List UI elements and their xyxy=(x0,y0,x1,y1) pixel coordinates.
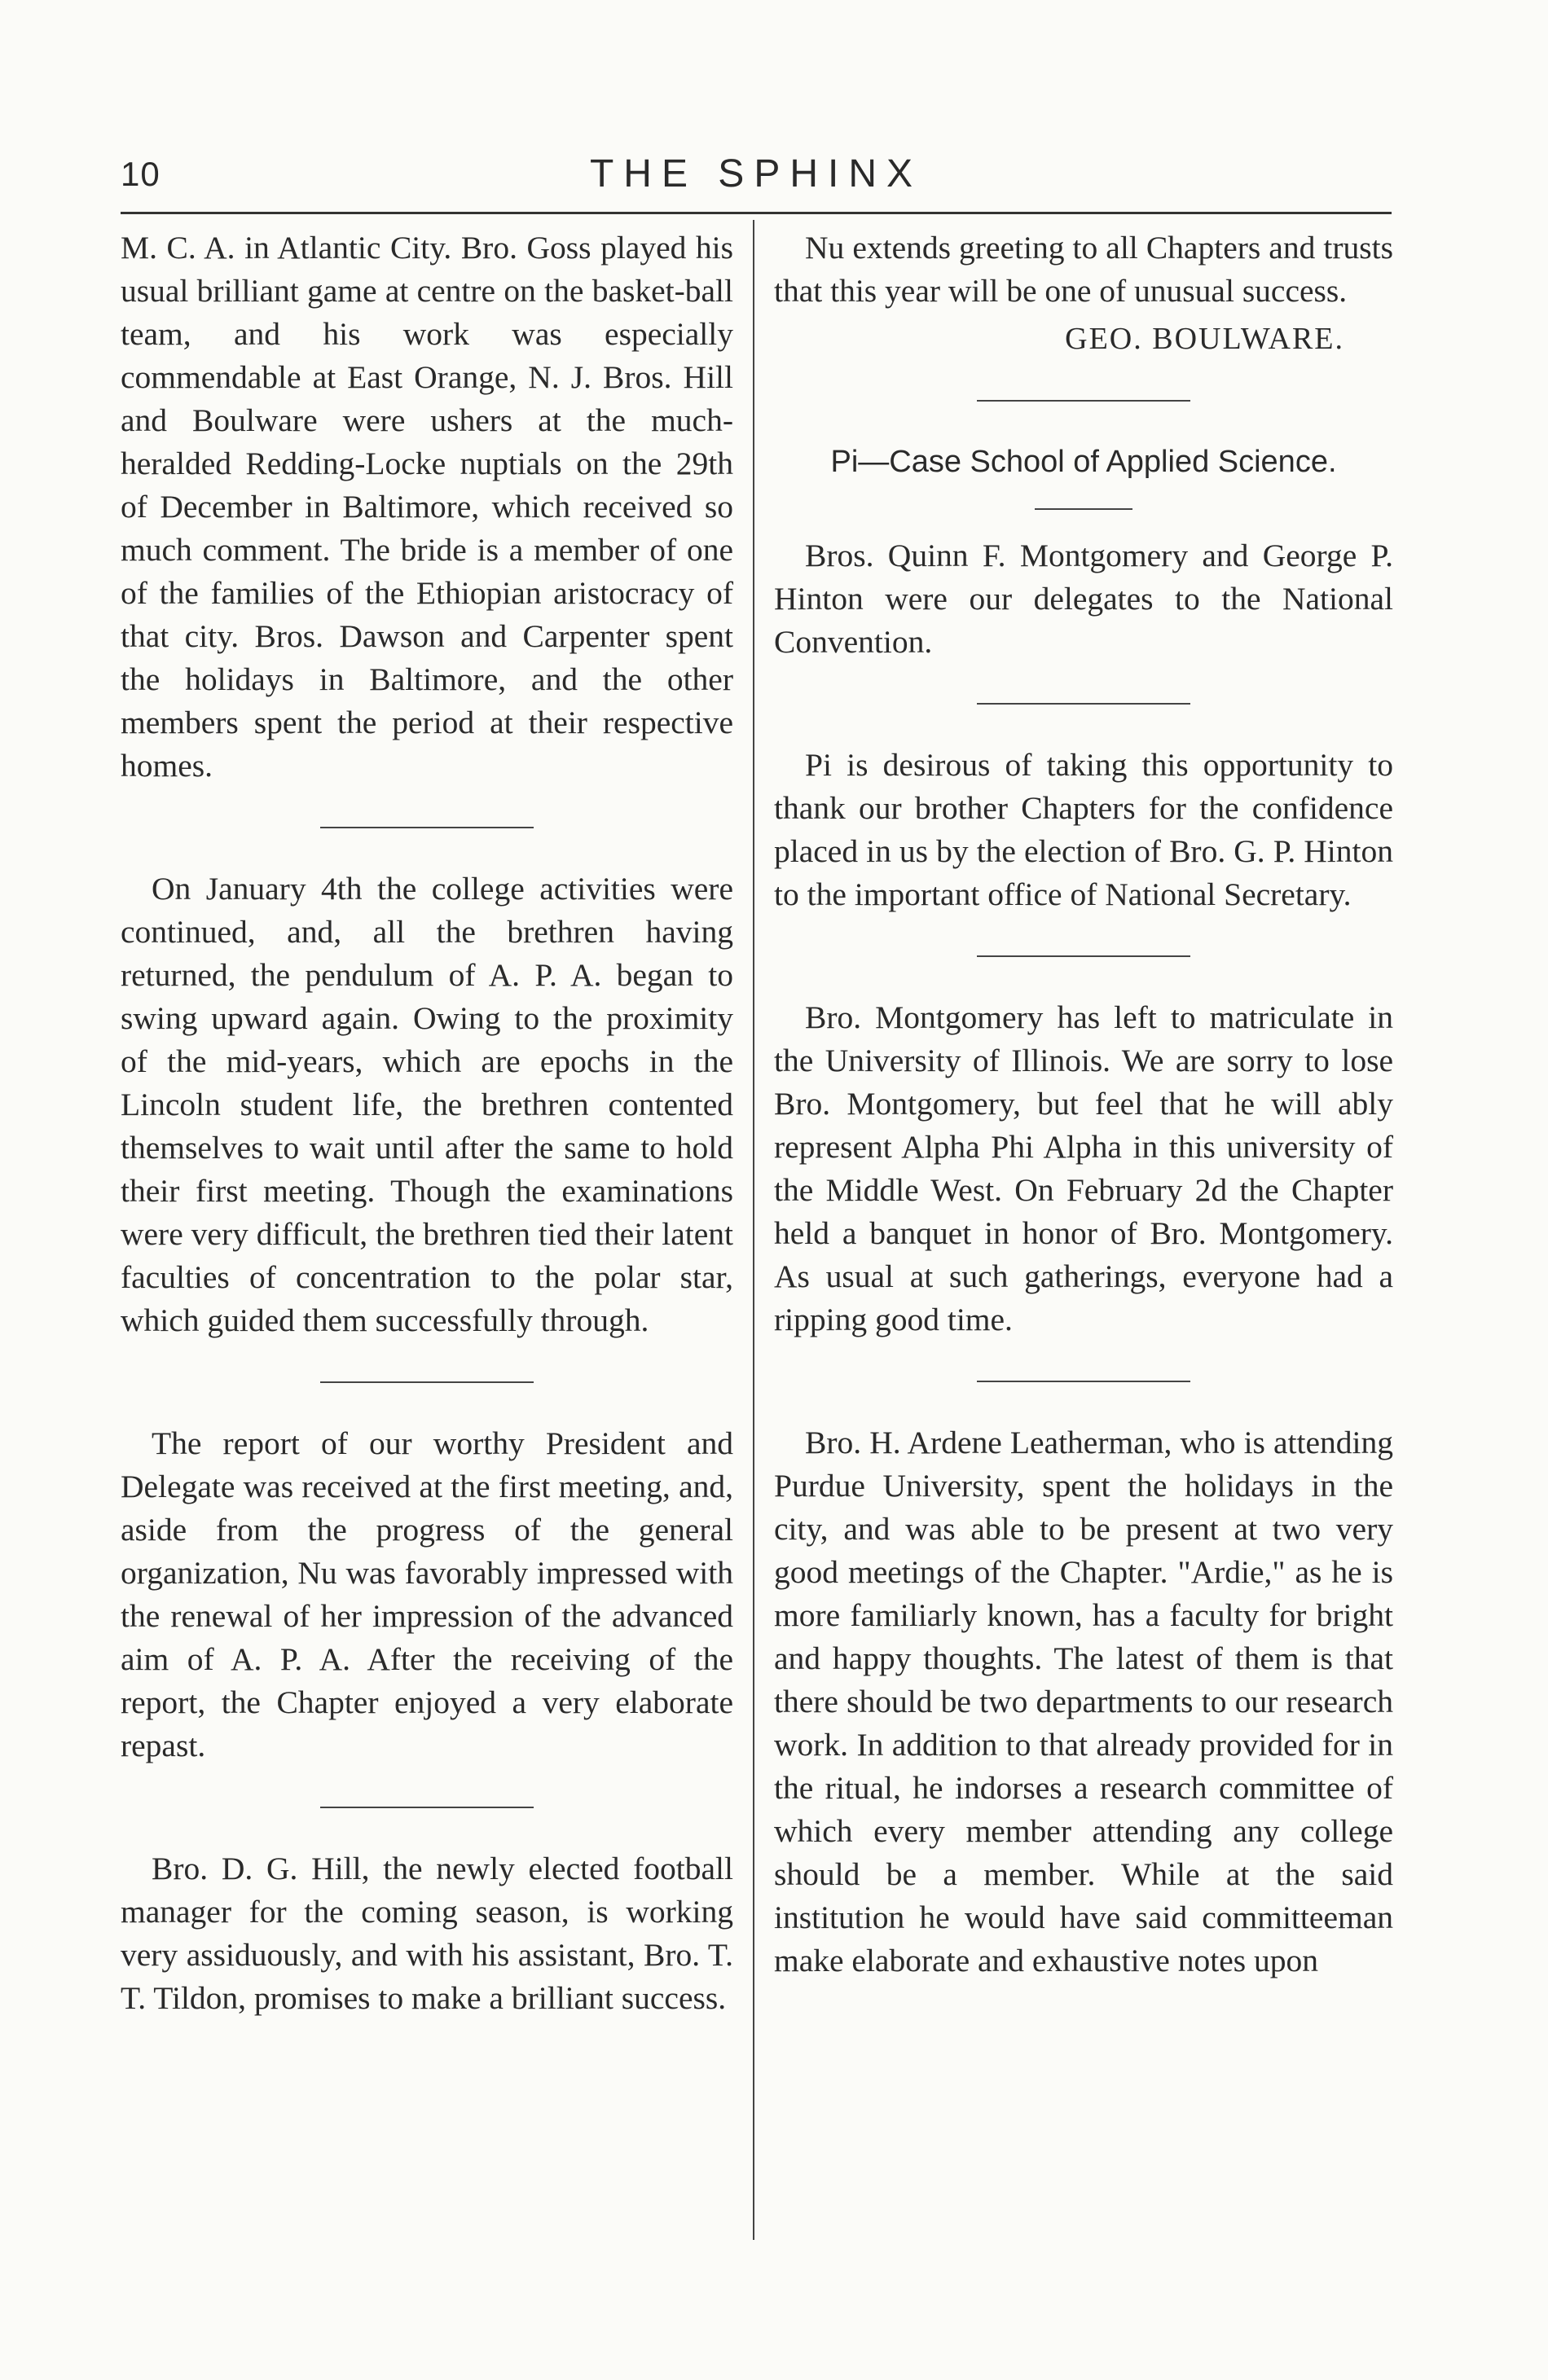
right-paragraph-4: Bro. Montgomery has left to matriculate in the University of Illinois. We are sorry to lose Bro. Montgomery, but feel that he will ably represent Alpha Phi Alpha in this university of the Middle West. On February 2d the Chapter held a banquet in honor of Bro. Montgomery. As usual at such gatherings, everyone had a ripping good time. xyxy=(774,999,1393,1337)
left-paragraph-1: M. C. A. in Atlantic City. Bro. Goss played his usual brilliant game at centre on the basket-ball team, and his work was especially commendable at East Orange, N. J. Bros. Hill and Boulware were ushers at the much-heralded Redding-Locke nuptials on the 29th of December in Baltimore, which received so much comment. The bride is a member of one of the families of the Ethiopian aristocracy of that city. Bros. Dawson and Carpenter spent the holidays in Baltimore, and the other members spent the period at their respective homes. xyxy=(121,230,733,784)
left-paragraph-3: The report of our worthy President and Delegate was received at the first meeting, and, aside from the progress of the general organization, Nu was favorably impressed with the renewal of her impression of the advanced aim of A. P. A. After the receiving of the report, the Chapter enjoyed a very elaborate repast. xyxy=(121,1425,733,1763)
separator-rule xyxy=(977,400,1190,402)
left-paragraph-2: On January 4th the college activities were continued, and, all the brethren having returned, the pendulum of A. P. A. began to swing upward again. Owing to the proximity of the mid-years, which are epochs in the Lincoln student life, the brethren contented themselves to wait until after the same to hold their first meeting. Though the examinations were very difficult, the brethren tied their latent faculties of concentration to the polar star, which guided them successfully through. xyxy=(121,871,733,1338)
journal-title: THE SPHINX xyxy=(589,152,923,195)
right-paragraph-5: Bro. H. Ardene Leatherman, who is attending Purdue University, spent the holidays in the city, and was able to be present at two very good meetings of the Chapter. "Ardie," as he is more familiarly known, has a faculty for bright and happy thoughts. The latest of them is that there should be two departments to our research work. In addition to that already provided for in the ritual, he indorses a research committee of which every member attending any college should be a member. While at the said institution he would have said committeeman make elaborate and exhaustive notes upon xyxy=(774,1425,1393,1978)
left-column xyxy=(121,226,733,2020)
right-paragraph-2: Bros. Quinn F. Montgomery and George P. Hinton were our delegates to the National Convention. xyxy=(774,538,1393,660)
separator-rule-short xyxy=(1035,508,1132,510)
header-rule xyxy=(121,212,1392,214)
right-column xyxy=(774,226,1393,1983)
page-number: 10 xyxy=(121,155,161,193)
separator-rule xyxy=(977,955,1190,957)
separator-rule xyxy=(320,1381,534,1383)
right-paragraph-3: Pi is desirous of taking this opportunity to thank our brother Chapters for the confidence placed in us by the election of Bro. G. P. Hinton to the important office of National Secretary. xyxy=(774,747,1393,912)
separator-rule xyxy=(320,827,534,828)
separator-rule xyxy=(320,1807,534,1808)
column-divider xyxy=(753,220,754,2240)
separator-rule xyxy=(977,703,1190,705)
separator-rule xyxy=(977,1381,1190,1382)
left-paragraph-4: Bro. D. G. Hill, the newly elected football manager for the coming season, is working very assiduously, and with his assistant, Bro. T. T. Tildon, promises to make a brilliant success. xyxy=(121,1851,733,2016)
signature: GEO. BOULWARE. xyxy=(1065,322,1344,356)
section-heading: Pi—Case School of Applied Science. xyxy=(830,445,1337,479)
right-paragraph-1: Nu extends greeting to all Chapters and trusts that this year will be one of unusual success. xyxy=(774,230,1393,309)
page-header xyxy=(121,148,1392,213)
